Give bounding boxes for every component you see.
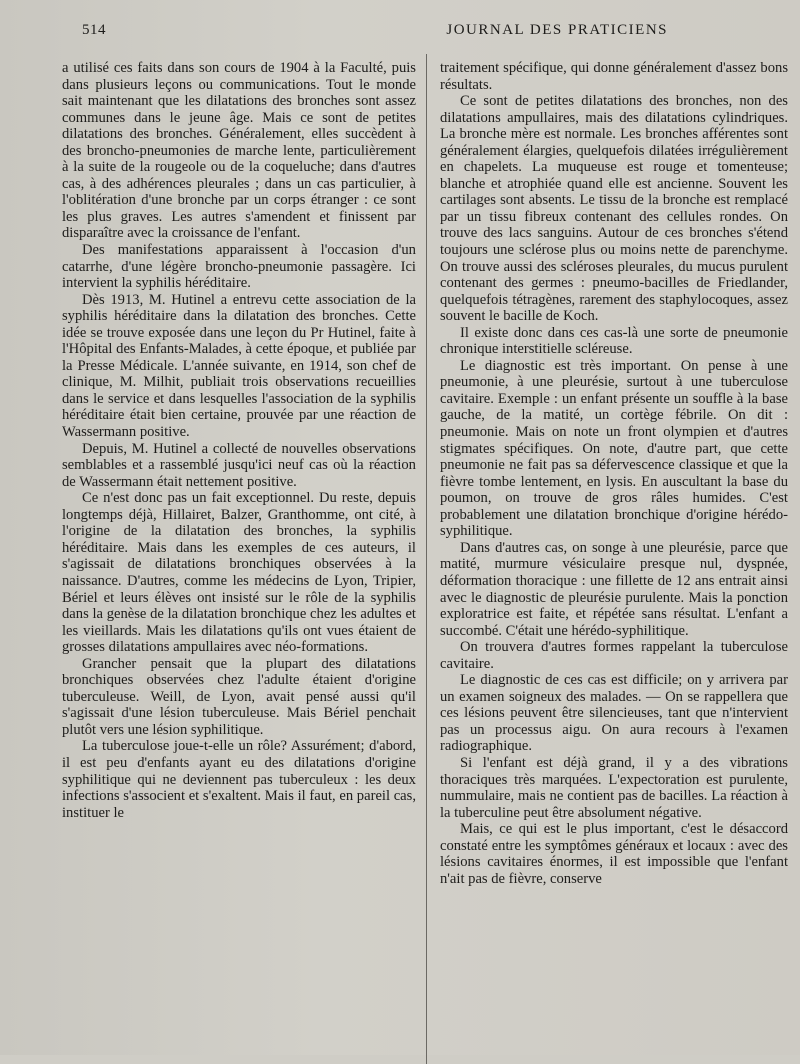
paragraph: Grancher pensait que la plupart des dilatations bronchiques observées chez l'adulte étaient d'origine tuberculeuse. Weill, de Lyon, avait pensé aussi qu'il s'agissait d'une lésion tuberculeuse. Mais Bériel penchait plutôt vers une lésion syphilitique. — [62, 655, 416, 738]
paragraph: Dans d'autres cas, on songe à une pleurésie, parce que matité, murmure vésiculaire presque nul, dyspnée, déformation thoracique : une fillette de 12 ans entrait ainsi avec le diagnostic de pleurésie purulente. Mais la ponction exploratrice est faite, et répétée sans résultat. L'enfant a succombé. C'était une hérédo-syphilitique. — [439, 539, 788, 639]
paragraph: Des manifestations apparaissent à l'occasion d'un catarrhe, d'une légère broncho-pneumonie passagère. Ici intervient la syphilis héréditaire. — [62, 242, 416, 292]
paragraph: La tuberculose joue-t-elle un rôle? Assurément; d'abord, il est peu d'enfants ayant eu des dilatations d'origine syphilitique qui ne deviennent pas tuberculeux : les deux infections s'associent et s'exaltent. Mais il faut, en pareil cas, instituer le — [62, 738, 416, 821]
paragraph: Le diagnostic est très important. On pense à une pneumonie, à une pleurésie, surtout à une tuberculose cavitaire. Exemple : un enfant présente un souffle à la base gauche, de la matité, un cortège fébrile. On dit : pneumonie. Mais on note un front olympien et d'autres stigmates spécifiques. On note, d'autre part, que cette pneumonie ne fait pas sa défervescence classique et que la fièvre tombe lentement, en lysis. En auscultant la base du poumon, on trouve de gros râles humides. C'est probablement une dilatation bronchique d'origine hérédo-syphilitique. — [439, 357, 788, 540]
paragraph: Mais, ce qui est le plus important, c'est le désaccord constaté entre les symptômes généraux et locaux : avec des lésions cavitaires énormes, il est impossible que l'enfant n'ait pas de fièvre, conserve — [439, 821, 788, 887]
paragraph: Le diagnostic de ces cas est difficile; on y arrivera par un examen soigneux des malades. — On se rappellera que ces lésions peuvent être silencieuses, tant que n'intervient pas un processus aigu. On aura recours à l'examen radiographique. — [439, 672, 788, 755]
right-column — [430, 60, 788, 887]
paragraph: Dès 1913, M. Hutinel a entrevu cette association de la syphilis héréditaire dans la dilatation des bronches. Cette idée se trouve exposée dans une leçon du Pr Hutinel, faite à l'Hôpital des Enfants-Malades, à cette époque, et publiée par la Presse Médicale. L'année suivante, en 1914, son chef de clinique, M. Milhit, publiait trois observations recueillies dans le service et dans lesquelles l'association de la syphilis héréditaire était bien certaine, prouvée par une réaction de Wassermann positive. — [62, 291, 416, 441]
column-divider — [426, 54, 427, 1064]
two-column-body — [62, 60, 788, 887]
left-column — [62, 60, 416, 887]
paragraph: traitement spécifique, qui donne généralement d'assez bons résultats. — [439, 60, 788, 93]
paragraph: Ce n'est donc pas un fait exceptionnel. Du reste, depuis longtemps déjà, Hillairet, Balzer, Granthomme, ont cité, à l'origine de la dilatation des bronches, la syphilis héréditaire. Mais dans les exemples de ces auteurs, il s'agissait de dilatations bronchiques observées à la naissance. D'autres, comme les médecins de Lyon, Tripier, Bériel et leurs élèves ont insisté sur le rôle de la syphilis dans la genèse de la dilatation bronchique chez les adultes et les vieillards. Mais les dilatations qu'ils ont vues étaient de grosses dilatations ampullaires avec néo-formations. — [62, 490, 416, 656]
page-number: 514 — [82, 22, 106, 38]
paragraph: Il existe donc dans ces cas-là une sorte de pneumonie chronique interstitielle scléreuse. — [439, 324, 788, 358]
paragraph: a utilisé ces faits dans son cours de 1904 à la Faculté, puis dans plusieurs leçons ou communications. Tout le monde sait maintenant que les dilatations des bronches sont assez communes dans le jeune âge. Mais ce sont de petites dilatations des bronches. Généralement, elles succèdent à des broncho-pneumonies de marche lente, particulièrement à la suite de la rougeole ou de la coqueluche; dans d'autres cas, à des adhérences pleurales ; dans un cas particulier, à l'oblitération d'une bronche par un corps étranger : ce sont les plus graves. Les autres s'amendent et finissent par disparaître avec la croissance de l'enfant. — [62, 60, 416, 242]
paragraph: Si l'enfant est déjà grand, il y a des vibrations thoraciques très marquées. L'expectoration est purulente, nummulaire, mais ne contient pas de bacilles. La réaction à la tuberculine peut être absolument négative. — [439, 754, 788, 821]
journal-title: JOURNAL DES PRATICIENS — [446, 22, 668, 38]
paragraph: Depuis, M. Hutinel a collecté de nouvelles observations semblables et a rassemblé jusqu'ici neuf cas où la réaction de Wassermann était nettement positive. — [62, 440, 416, 490]
running-header — [62, 22, 788, 48]
paragraph: On trouvera d'autres formes rappelant la tuberculose cavitaire. — [439, 639, 788, 672]
paragraph: Ce sont de petites dilatations des bronches, non des dilatations ampullaires, mais des dilatations cylindriques. La bronche mère est normale. Les bronches afférentes sont généralement élargies, quelquefois dilatées irrégulièrement en chapelets. La muqueuse est rouge et tomenteuse; blanche et atrophiée quand elle est ancienne. Souvent les cartilages sont absents. Le tissu de la bronche est remplacé par un tissu fibreux contenant des cellules rondes. On trouve des lacs sanguins. Autour de ces bronches s'étend toujours une sclérose plus ou moins nette de parenchyme. On trouve aussi des scléroses pleurales, du mucus purulent contenant des germes : pneumo-bacilles de Friedlander, quelquefois tétragènes, rarement des staphylocoques, assez souvent le bacille de Koch. — [439, 93, 788, 325]
